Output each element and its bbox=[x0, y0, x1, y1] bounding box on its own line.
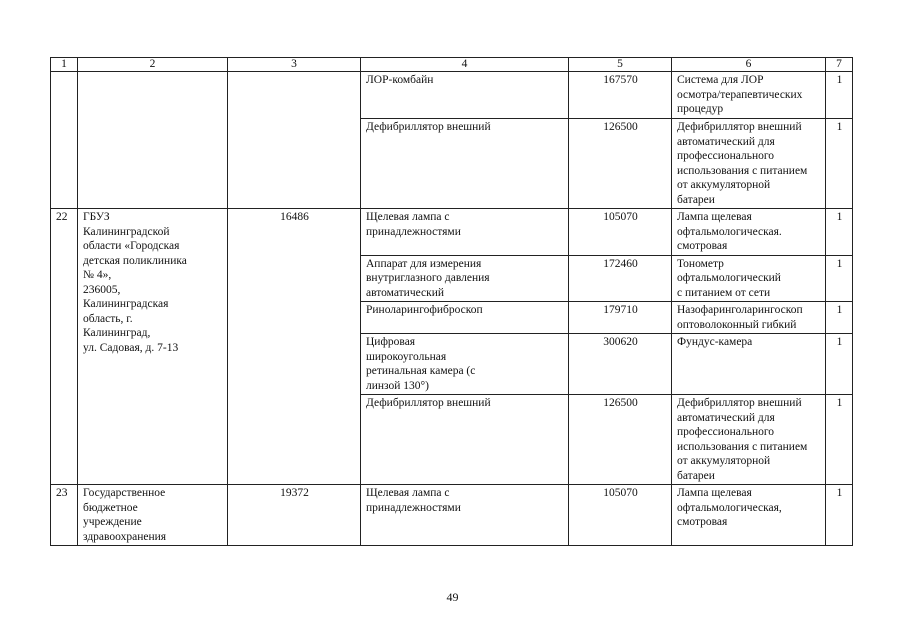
table-row bbox=[51, 485, 853, 546]
row-number-cell: 23 bbox=[51, 485, 78, 546]
header-cell: 4 bbox=[361, 58, 569, 72]
header-cell: 3 bbox=[228, 58, 361, 72]
organization-code-cell: 16486 bbox=[228, 209, 361, 485]
equipment-description-cell: Фундус-камера bbox=[672, 334, 826, 395]
header-cell: 6 bbox=[672, 58, 826, 72]
equipment-name-cell: Риноларингофиброскоп bbox=[361, 302, 569, 334]
equipment-table bbox=[50, 57, 853, 546]
equipment-description-cell: Дефибриллятор внешний автоматический для профессионального использования с питанием от аккумуляторной батареи bbox=[672, 119, 826, 209]
equipment-code-cell: 172460 bbox=[569, 255, 672, 302]
quantity-cell: 1 bbox=[826, 119, 853, 209]
quantity-cell: 1 bbox=[826, 209, 853, 256]
organization-cell bbox=[78, 72, 228, 209]
table-row bbox=[51, 72, 853, 119]
equipment-description-cell: Лампа щелевая офтальмологическая, смотровая bbox=[672, 485, 826, 546]
equipment-code-cell: 105070 bbox=[569, 209, 672, 256]
organization-cell: ГБУЗ Калининградской области «Городская детская поликлиника № 4», 236005, Калининградская область, г. Калининград, ул. Садовая, д. 7-13 bbox=[78, 209, 228, 485]
quantity-cell: 1 bbox=[826, 334, 853, 395]
page-number: 49 bbox=[446, 590, 459, 604]
quantity-cell: 1 bbox=[826, 485, 853, 546]
quantity-cell: 1 bbox=[826, 255, 853, 302]
table-row bbox=[51, 209, 853, 256]
equipment-name-cell: Щелевая лампа с принадлежностями bbox=[361, 209, 569, 256]
equipment-description-cell: Система для ЛОР осмотра/терапевтических процедур bbox=[672, 72, 826, 119]
quantity-cell: 1 bbox=[826, 72, 853, 119]
equipment-description-cell: Лампа щелевая офтальмологическая. смотровая bbox=[672, 209, 826, 256]
equipment-name-cell: Цифровая широкоугольная ретинальная камера (с линзой 130°) bbox=[361, 334, 569, 395]
equipment-code-cell: 126500 bbox=[569, 119, 672, 209]
row-number-cell: 22 bbox=[51, 209, 78, 485]
equipment-code-cell: 179710 bbox=[569, 302, 672, 334]
equipment-description-cell: Тонометр офтальмологический с питанием от сети bbox=[672, 255, 826, 302]
header-row bbox=[51, 58, 853, 72]
row-number-cell bbox=[51, 72, 78, 209]
organization-code-cell: 19372 bbox=[228, 485, 361, 546]
organization-code-cell bbox=[228, 72, 361, 209]
header-cell: 7 bbox=[826, 58, 853, 72]
header-cell: 2 bbox=[78, 58, 228, 72]
equipment-name-cell: Щелевая лампа с принадлежностями bbox=[361, 485, 569, 546]
equipment-name-cell: Аппарат для измерения внутриглазного давления автоматический bbox=[361, 255, 569, 302]
equipment-description-cell: Дефибриллятор внешний автоматический для профессионального использования с питанием от аккумуляторной батареи bbox=[672, 395, 826, 485]
equipment-name-cell: ЛОР-комбайн bbox=[361, 72, 569, 119]
equipment-description-cell: Назофаринголарингоскоп оптоволоконный гибкий bbox=[672, 302, 826, 334]
quantity-cell: 1 bbox=[826, 395, 853, 485]
equipment-name-cell: Дефибриллятор внешний bbox=[361, 119, 569, 209]
header-cell: 5 bbox=[569, 58, 672, 72]
equipment-code-cell: 167570 bbox=[569, 72, 672, 119]
equipment-code-cell: 126500 bbox=[569, 395, 672, 485]
equipment-name-cell: Дефибриллятор внешний bbox=[361, 395, 569, 485]
organization-cell: Государственное бюджетное учреждение здравоохранения bbox=[78, 485, 228, 546]
quantity-cell: 1 bbox=[826, 302, 853, 334]
equipment-code-cell: 105070 bbox=[569, 485, 672, 546]
equipment-code-cell: 300620 bbox=[569, 334, 672, 395]
header-cell: 1 bbox=[51, 58, 78, 72]
